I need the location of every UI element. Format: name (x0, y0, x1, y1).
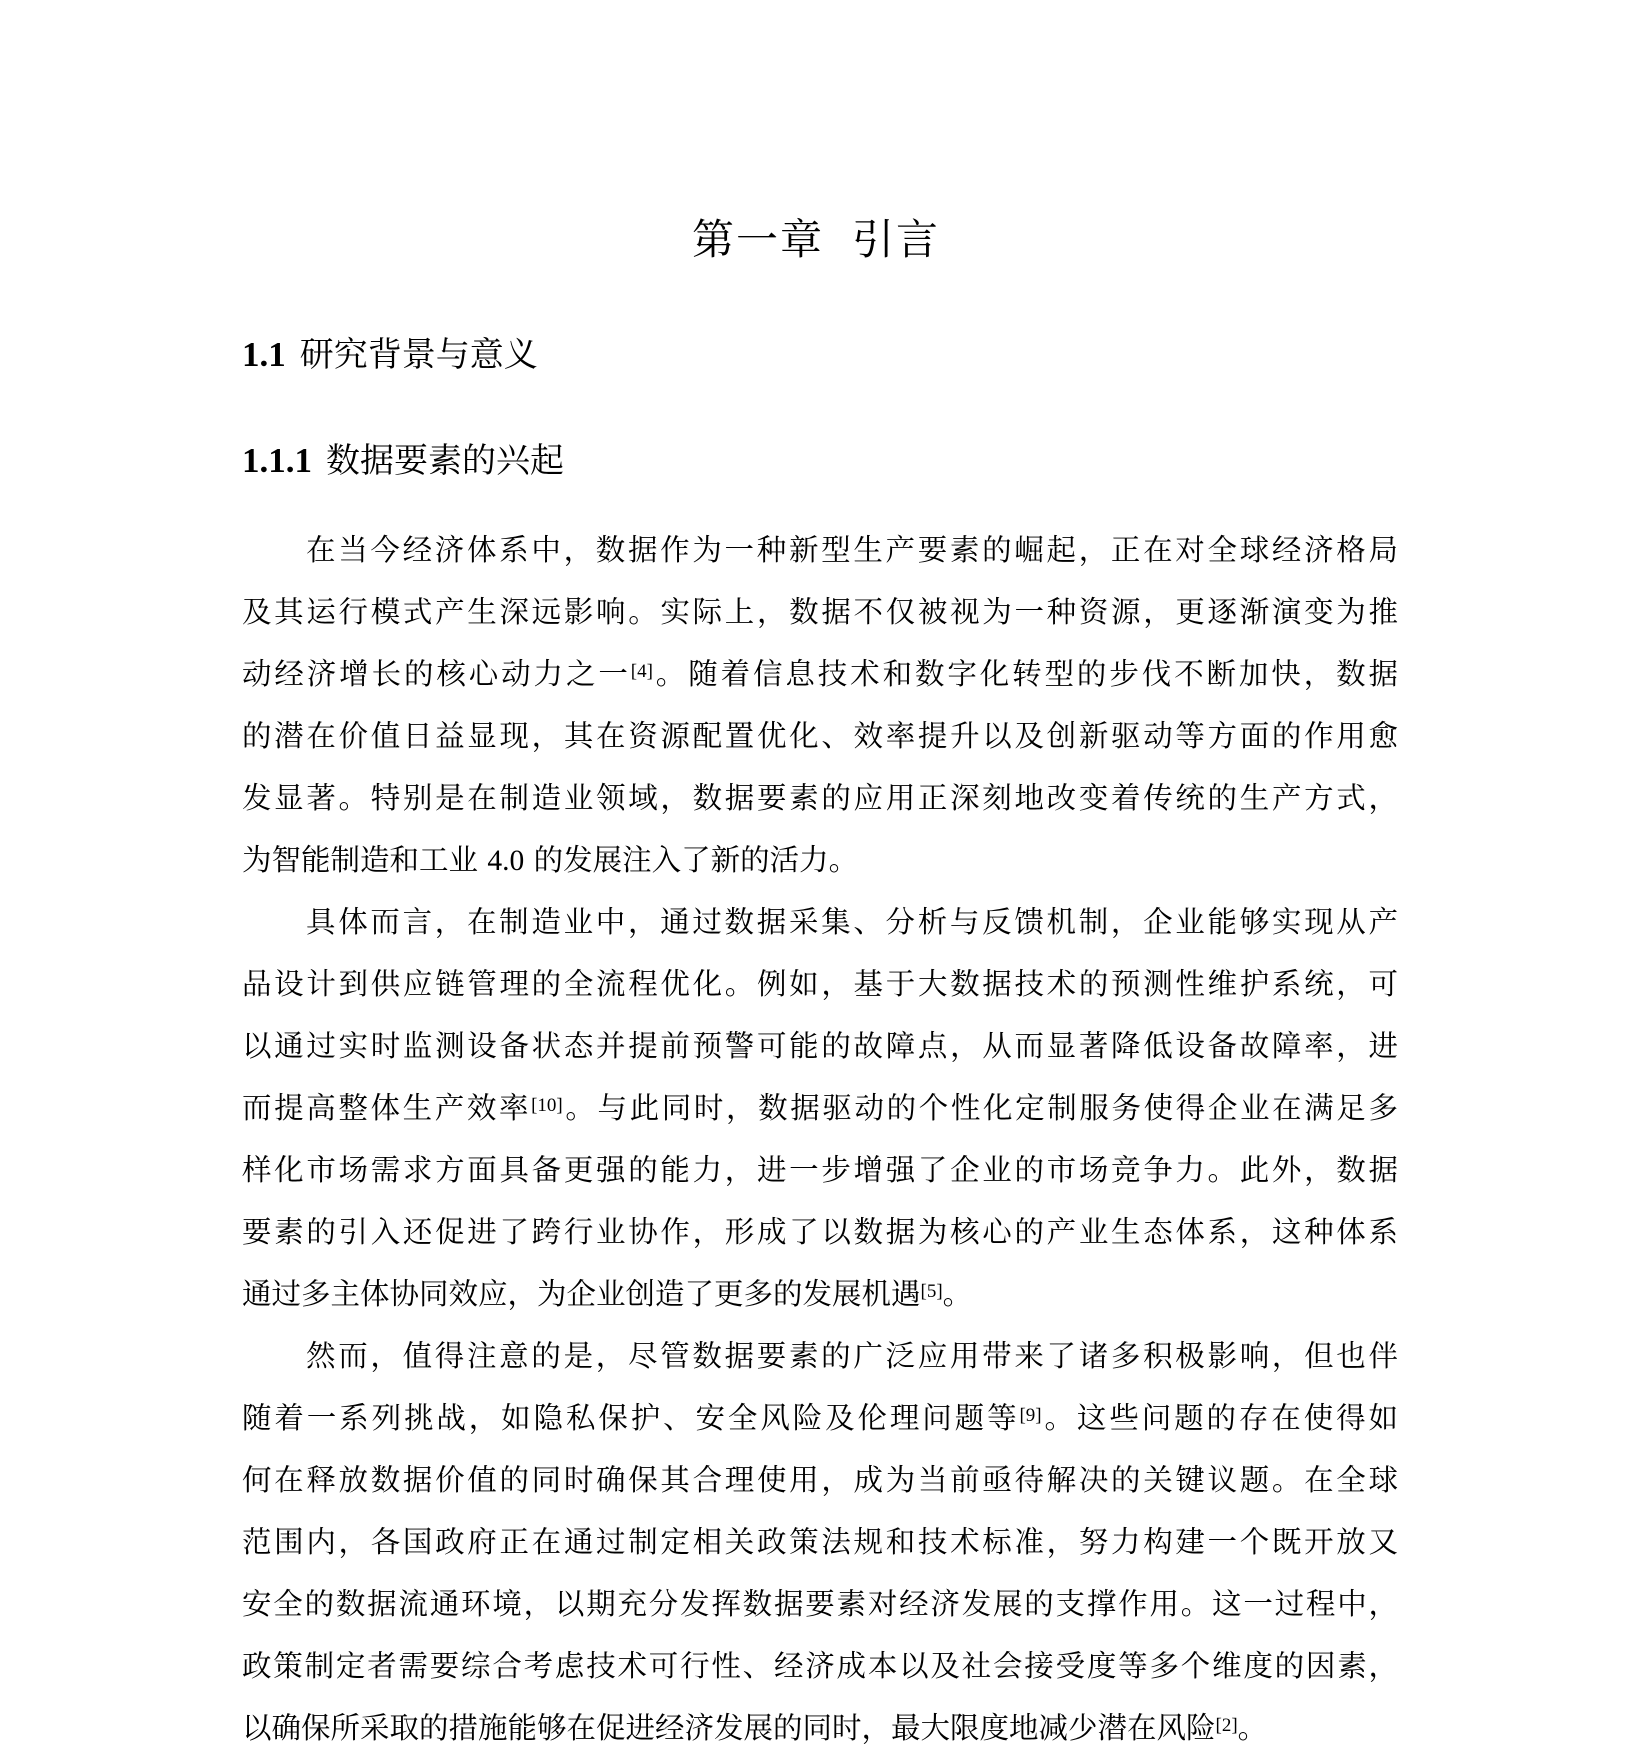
text-line (242, 829, 1398, 891)
chapter-name: 引言 (852, 215, 941, 264)
text-line (242, 953, 1398, 1015)
text-segment: 。 (1237, 1711, 1268, 1745)
paragraph (242, 891, 1398, 1325)
text-segment: 政策制定者需要综合考虑技术可行性、经济成本以及社会接受度等多个维度的因素， (242, 1649, 1398, 1683)
text-segment: 而提高整体生产效率 (242, 1091, 532, 1125)
section-title: 研究背景与意义 (299, 335, 538, 375)
text-segment: 。这些问题的存在使得如 (1041, 1401, 1398, 1435)
text-segment: 具体而言，在制造业中，通过数据采集、分析与反馈机制，企业能够实现从产 (306, 905, 1398, 939)
text-line (242, 1697, 1398, 1759)
text-line (242, 891, 1398, 953)
text-segment: 。与此同时，数据驱动的个性化定制服务使得企业在满足多 (562, 1091, 1398, 1125)
text-line (242, 1449, 1398, 1511)
text-line (242, 1139, 1398, 1201)
paragraph (242, 1325, 1398, 1759)
text-line (242, 1015, 1398, 1077)
text-line (242, 1201, 1398, 1263)
text-line (242, 767, 1398, 829)
body-text (242, 519, 1398, 1759)
latin-segment: 4.0 (487, 845, 525, 877)
text-segment: 及其运行模式产生深远影响。实际上，数据不仅被视为一种资源，更逐渐演变为推 (242, 595, 1398, 629)
text-line (242, 581, 1398, 643)
citation-superscript: [10] (531, 1095, 563, 1116)
text-segment: 样化市场需求方面具备更强的能力，进一步增强了企业的市场竞争力。此外，数据 (242, 1153, 1398, 1187)
text-segment: 通过多主体协同效应，为企业创造了更多的发展机遇 (242, 1277, 921, 1311)
text-segment: 安全的数据流通环境，以期充分发挥数据要素对经济发展的支撑作用。这一过程中， (242, 1587, 1398, 1621)
text-line (242, 519, 1398, 581)
paragraph (242, 519, 1398, 891)
subsection-title: 数据要素的兴起 (326, 441, 564, 481)
subsection-heading (242, 439, 564, 483)
text-segment: 品设计到供应链管理的全流程优化。例如，基于大数据技术的预测性维护系统，可 (242, 967, 1398, 1001)
text-line (242, 1511, 1398, 1573)
chapter-number: 第一章 (691, 215, 824, 264)
text-segment: 。 (942, 1277, 973, 1311)
text-line (242, 1263, 1398, 1325)
text-segment: 的发展注入了新的活力。 (524, 843, 859, 877)
section-heading (242, 333, 538, 377)
text-segment: 在当今经济体系中，数据作为一种新型生产要素的崛起，正在对全球经济格局 (306, 533, 1398, 567)
text-segment: 动经济增长的核心动力之一 (242, 657, 631, 691)
text-segment: 为智能制造和工业 (242, 843, 488, 877)
text-line (242, 1077, 1398, 1139)
text-segment: 要素的引入还促进了跨行业协作，形成了以数据为核心的产业生态体系，这种体系 (242, 1215, 1398, 1249)
text-line (242, 1325, 1398, 1387)
text-segment: 以通过实时监测设备状态并提前预警可能的故障点，从而显著降低设备故障率，进 (242, 1029, 1398, 1063)
text-segment: 随着一系列挑战，如隐私保护、安全风险及伦理问题等 (242, 1401, 1020, 1435)
text-line (242, 1387, 1398, 1449)
chapter-title (0, 212, 1632, 268)
section-number: 1.1 (242, 335, 286, 374)
text-line (242, 643, 1398, 705)
text-segment: 然而，值得注意的是，尽管数据要素的广泛应用带来了诸多积极影响，但也伴 (306, 1339, 1398, 1373)
subsection-number: 1.1.1 (242, 441, 312, 480)
text-line (242, 1573, 1398, 1635)
citation-superscript: [4] (630, 661, 653, 682)
citation-superscript: [9] (1019, 1405, 1042, 1426)
text-segment: 范围内，各国政府正在通过制定相关政策法规和技术标准，努力构建一个既开放又 (242, 1525, 1398, 1559)
text-line (242, 705, 1398, 767)
text-segment: 何在释放数据价值的同时确保其合理使用，成为当前亟待解决的关键议题。在全球 (242, 1463, 1398, 1497)
text-segment: 发显著。特别是在制造业领域，数据要素的应用正深刻地改变着传统的生产方式， (242, 781, 1398, 815)
text-segment: 。随着信息技术和数字化转型的步伐不断加快，数据 (652, 657, 1398, 691)
text-line (242, 1635, 1398, 1697)
citation-superscript: [2] (1215, 1715, 1238, 1736)
citation-superscript: [5] (920, 1281, 943, 1302)
text-segment: 的潜在价值日益显现，其在资源配置优化、效率提升以及创新驱动等方面的作用愈 (242, 719, 1398, 753)
text-segment: 以确保所采取的措施能够在促进经济发展的同时，最大限度地减少潜在风险 (242, 1711, 1216, 1745)
